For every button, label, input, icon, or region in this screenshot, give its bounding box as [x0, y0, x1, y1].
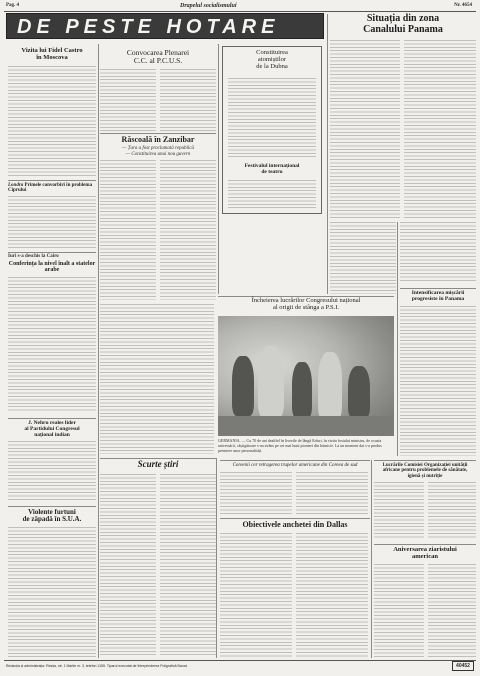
headline-aniversare	[374, 547, 476, 561]
page-label: Pag. 4	[6, 3, 20, 8]
photo-figure	[258, 346, 284, 418]
kicker-cairo: Iuri s-a deschis la Cairo	[8, 254, 59, 259]
headline-dubna	[226, 50, 318, 70]
article-londra	[8, 196, 96, 248]
section-banner-title: DE PESTE HOTARE	[17, 16, 280, 38]
photo-ground	[218, 416, 394, 436]
article-coreea-col1	[220, 472, 292, 514]
headline-panama-line2: Canalului Panama	[363, 23, 443, 35]
headline-londra	[8, 183, 96, 194]
header-rule	[4, 11, 476, 12]
article-aniversare-col2	[428, 564, 476, 657]
divider-zanzibar	[100, 133, 216, 134]
article-nehru	[8, 441, 96, 501]
article-furtuni	[8, 527, 96, 657]
headline-aniversare-line2: american	[412, 552, 438, 560]
headline-congres-line2: al origii de stânga a P.S.I.	[272, 303, 340, 311]
footer-imprint	[6, 664, 446, 670]
subhead-zanzibar-2: — Constituirea unui nou guvern	[125, 152, 191, 157]
article-zanzibar-col2	[160, 160, 216, 300]
headline-nehru-line1: J. Nehru reales lider	[28, 420, 76, 426]
photo-figure	[318, 352, 342, 420]
photo-figure	[348, 366, 370, 418]
article-onu-col1	[374, 482, 424, 540]
article-plenara-col2	[160, 69, 216, 131]
article-congres-left	[100, 304, 214, 454]
headline-plenara-line2: C.C. al P.C.U.S.	[133, 55, 183, 65]
divider-nehru	[8, 418, 96, 419]
headline-furtuni-line2: de zăpadă în S.U.A.	[22, 515, 82, 524]
article-plenara-col1	[100, 69, 156, 131]
headline-nehru-line2: al Partidului Congresul	[24, 425, 80, 432]
page-number-box: 40452	[452, 661, 474, 671]
divider-onu	[374, 460, 476, 461]
article-panama-col1	[330, 40, 400, 218]
photo-figure	[232, 356, 254, 416]
headline-plenara	[100, 49, 216, 65]
article-aniversare-col1	[374, 564, 424, 657]
photo-figure	[292, 362, 312, 418]
article-cairo	[8, 277, 96, 412]
photo-caption	[218, 438, 394, 456]
headline-londra-label: Londra	[8, 183, 24, 188]
headline-furtuni	[8, 509, 96, 524]
column-divider	[98, 44, 99, 658]
article-dallas-col2	[296, 533, 368, 657]
divider-cairo	[8, 252, 96, 253]
headline-coreea: Coreenii cer retragerea trupelor americane din Coreea de sud	[232, 463, 358, 468]
article-stiri-col1	[100, 474, 156, 656]
headline-dubna-line2: atomiștilor	[257, 55, 287, 63]
article-festival	[228, 180, 316, 210]
divider-coreea	[220, 460, 370, 461]
article-dubna	[228, 78, 316, 158]
divider-furtuni	[8, 506, 96, 507]
headline-nehru-line3: național indian	[34, 431, 70, 438]
headline-congres	[218, 298, 394, 312]
headline-festival-line2: de teatru	[261, 168, 283, 175]
headline-congres-line1: Încheierea lucrărilor Congresului național	[251, 297, 361, 304]
headline-festival	[226, 164, 318, 176]
headline-londra-title: Primele convorbiri în problema Ciprului	[8, 183, 93, 194]
headline-imperialism-line1: Intensificarea mișcării	[411, 290, 465, 296]
headline-dubna-line1: Constituirea	[256, 49, 288, 56]
headline-festival-line1: Festivalul internațional	[244, 163, 300, 169]
headline-onu-line3: igienă și nutriție	[407, 473, 443, 479]
article-imperialism	[400, 306, 476, 456]
article-dallas-col1	[220, 533, 292, 657]
news-photo	[218, 316, 394, 436]
footer-rule	[4, 660, 476, 661]
headline-onu-line2: africane pentru problemele de sănătate,	[382, 468, 468, 474]
headline-aniversare-line1: Aniversarea ziaristului	[393, 546, 457, 553]
issue-number: Nr. 4654	[454, 3, 472, 8]
photo-caption-text: GERMANIA. — Cu 70 de ani dealtfel în livezile de lângă Erfurt, în vizita fostului ministru, de ocazia aniversării, câștigătoare s-au strâns pe cei mai buni pionieri din hărnicie. La un moment dat s-a produs premiere unor personalități.	[218, 438, 382, 453]
headline-onu	[374, 463, 476, 479]
column-divider	[327, 14, 328, 294]
column-divider	[371, 460, 372, 658]
divider-dallas	[220, 518, 370, 519]
headline-dubna-line3: de la Dubna	[256, 62, 288, 70]
article-stiri-col2	[160, 474, 216, 656]
headline-cairo: Conferința la nivel înalt a statelor arabe	[8, 261, 96, 274]
divider-londra	[8, 180, 96, 181]
headline-nehru	[8, 421, 96, 438]
column-divider	[216, 458, 217, 658]
article-zanzibar-col1	[100, 160, 156, 300]
column-divider	[397, 222, 398, 456]
headline-panama	[330, 14, 476, 35]
headline-panama-line1: Situația din zona	[366, 13, 440, 24]
article-castro	[8, 66, 96, 176]
divider-right	[400, 288, 476, 289]
headline-castro-line1: Vizita lui Fidel Castro	[21, 47, 83, 54]
column-divider	[218, 44, 219, 294]
section-banner	[6, 13, 324, 39]
headline-onu-line1: Lucrările Comisiei Organizației unității	[382, 463, 468, 468]
footer-imprint-text: Redacția și administrația: Reșița, str. 1 Martie nr. 3, telefon 1155. Tiparul executat de Întreprinderea Poligrafică Banat.	[6, 664, 188, 668]
article-onu-col2	[428, 482, 476, 540]
article-panama-col2	[404, 40, 476, 218]
headline-plenara-line1: Convocarea Plenarei	[126, 48, 190, 57]
subhead-zanzibar-1: — Țara a fost proclamată republică	[122, 146, 194, 151]
headline-imperialism-line2: progresiste în Panama	[411, 295, 465, 302]
article-right-1	[400, 222, 476, 282]
paper-name: Drapelul socialismului	[180, 3, 237, 9]
article-panama-cont	[330, 222, 396, 294]
headline-castro-line2: în Moscova	[36, 53, 68, 61]
headline-furtuni-line1: Violente furtuni	[28, 508, 76, 516]
article-coreea-col2	[296, 472, 368, 514]
divider-aniversare	[374, 544, 476, 545]
headline-imperialism	[400, 291, 476, 303]
headline-castro	[8, 48, 96, 62]
headline-stiri: Scurte știri	[137, 459, 179, 469]
headline-zanzibar: Răscoală în Zanzibar	[121, 135, 195, 144]
headline-dallas: Obiectivele anchetei din Dallas	[242, 520, 348, 529]
